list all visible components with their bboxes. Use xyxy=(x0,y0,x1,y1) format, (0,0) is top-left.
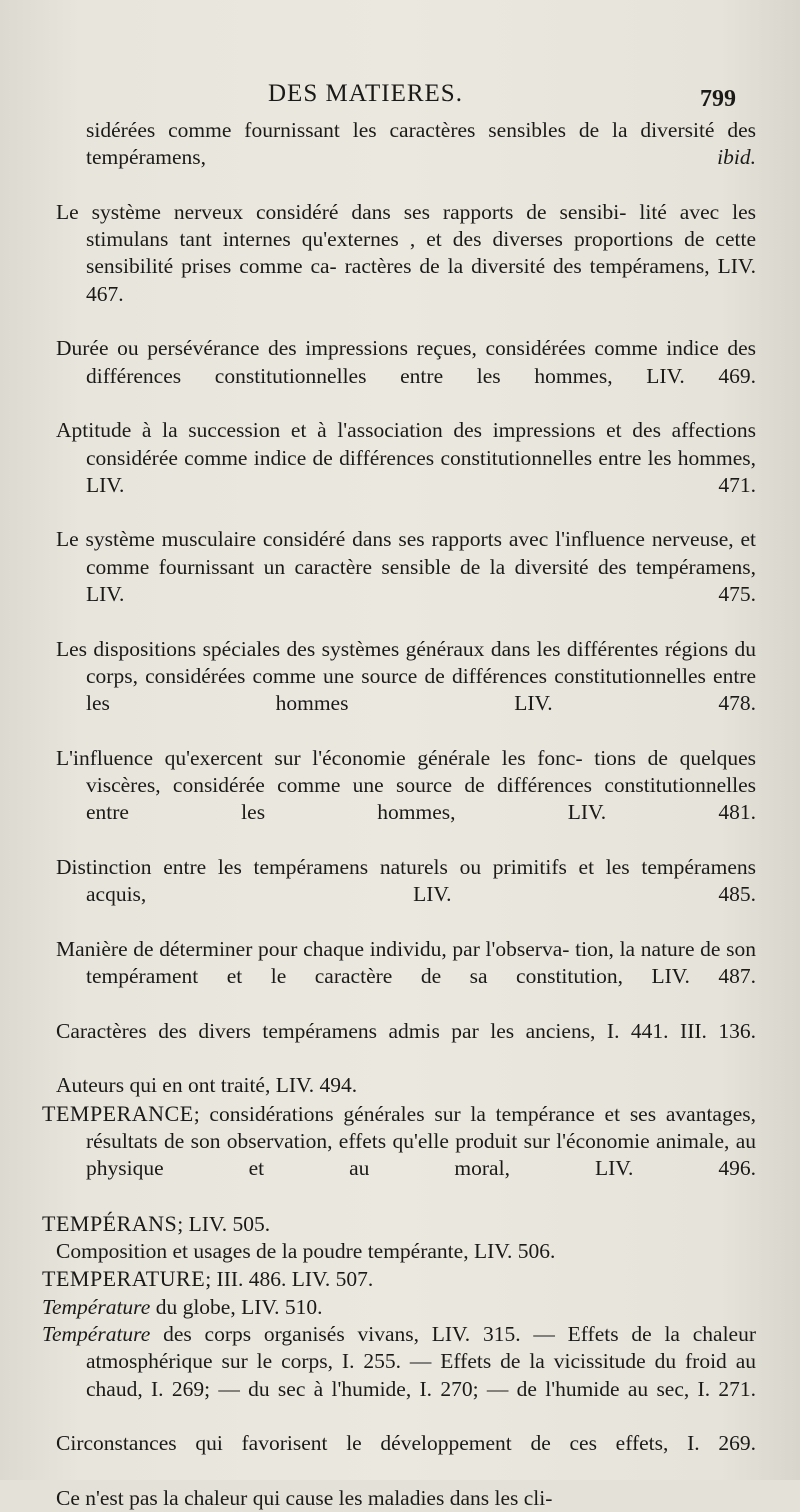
index-entry-systeme-musculaire xyxy=(56,526,756,635)
text-line: Circonstances qui favorisent le développement de ces effets, xyxy=(56,1431,669,1456)
index-entry-aptitude-succession xyxy=(56,417,756,526)
index-entry-influence-visceres xyxy=(56,745,756,854)
text-line: et ses avantages, résultats de son observation, effets qu'elle xyxy=(86,1101,757,1153)
text-line: Les dispositions spéciales des systèmes généraux dans les xyxy=(56,636,561,661)
text-line: Manière de déterminer pour chaque individu, par l'observa- xyxy=(56,936,570,961)
text-line: de différences constitutionnelles entre les hommes, LIV. xyxy=(86,773,756,825)
index-entry-temperans xyxy=(42,1210,756,1238)
index-entry-poudre-temperante xyxy=(56,1238,756,1265)
text-line: de la chaleur atmosphérique sur le corps, I. 255. — Effets xyxy=(86,1322,757,1374)
text-line: Aptitude à la succession et à l'association des impressions xyxy=(56,418,596,443)
index-entry-temperamens-continued xyxy=(56,117,756,199)
text-line: produit sur l'économie animale, au physique et au moral, xyxy=(86,1128,756,1181)
text-line: l'influence nerveuse, et comme fournissant un caractère xyxy=(86,527,756,579)
text-line: hommes, LIV. 469. xyxy=(534,363,756,388)
text-line: diversité des tempéramens, xyxy=(86,118,757,170)
page-number: 799 xyxy=(700,86,736,112)
index-entry-distinction-temperamens xyxy=(56,854,756,936)
index-headword: TEMPERANCE xyxy=(42,1100,194,1126)
text-line: Durée ou persévérance des impressions reçues, considérées xyxy=(56,336,586,361)
text-line: I. 441. III. 136. xyxy=(606,1018,757,1043)
text-line: de la vicissitude du froid au chaud, I. 269; — du sec à xyxy=(86,1349,757,1401)
index-entry-dispositions-speciales xyxy=(56,636,756,745)
text-line: LIV. 478. xyxy=(514,691,756,716)
text-line: Caractères des divers tempéramens admis par les anciens, xyxy=(56,1018,596,1043)
text-line: lité avec les stimulans tant internes qu'externes , et des xyxy=(86,199,757,252)
text-line: Composition et usages de la poudre tempérante, LIV. 506. xyxy=(56,1239,556,1264)
index-subheadword: Température xyxy=(42,1294,151,1319)
text-line: LIV. 496. xyxy=(594,1156,756,1181)
text-line: source de différences constitutionnelles entre les hommes xyxy=(86,663,757,716)
text-line: du globe, LIV. 510. xyxy=(150,1294,323,1319)
text-line: les tempéramens acquis, LIV. 485. xyxy=(86,855,756,907)
text-line: Le système musculaire considéré dans ses rapports avec xyxy=(56,527,549,552)
page-header xyxy=(0,78,800,118)
text-line: comme indice des différences constitutionnelles entre les xyxy=(86,336,756,388)
text-line: 481. xyxy=(718,800,756,825)
running-head: DES MATIERES. xyxy=(268,80,463,107)
index-entry-temperature-globe xyxy=(42,1294,756,1321)
index-entry-chaleur-maladies xyxy=(56,1485,756,1512)
text-line: ; considérations générales sur la tempérance xyxy=(193,1101,595,1126)
index-entry-duree-impressions xyxy=(56,335,756,417)
text-line: Ce n'est pas la chaleur qui cause les maladies dans les cli- xyxy=(56,1485,553,1510)
text-line: Le système nerveux considéré dans ses rapports de sensibi- xyxy=(56,199,627,224)
text-line: tion, la nature de son tempérament et le caractère de xyxy=(86,936,757,989)
text-line: Distinction entre les tempéramens naturels ou primitifs et xyxy=(56,855,595,880)
text-line: ; III. 486. LIV. 507. xyxy=(205,1267,374,1292)
text-line: sa constitution, LIV. 487. xyxy=(469,964,757,989)
index-entry-systeme-nerveux xyxy=(56,199,756,335)
text-line: sidérées comme fournissant les caractères sensibles de la xyxy=(86,118,628,142)
text-line: différentes régions du corps, considérées comme une xyxy=(86,636,756,688)
text-line: tions de quelques viscères, considérée comme une source xyxy=(86,745,756,798)
index-entry-caracteres-anciens xyxy=(56,1018,756,1073)
index-entry-circonstances xyxy=(56,1430,756,1485)
text-line: diverses proportions de cette sensibilité prises comme ca- xyxy=(86,227,757,279)
text-line: I. 269. xyxy=(687,1431,756,1456)
index-headword: TEMPÉRANS xyxy=(42,1210,178,1236)
index-headword: TEMPERATURE xyxy=(42,1266,206,1292)
index-entry-maniere-determiner xyxy=(56,936,756,1018)
text-line: ; LIV. 505. xyxy=(177,1211,271,1236)
text-line: constitutionnelles entre les hommes, LIV. 471. xyxy=(86,445,756,497)
text-line: des corps organisés vivans, LIV. 315. — Effets xyxy=(150,1322,619,1347)
text-line: ractères de la diversité des tempéramens, LIV. 467. xyxy=(86,254,756,306)
index-entry-temperature xyxy=(42,1265,756,1293)
index-entry-temperance xyxy=(42,1100,757,1210)
index-entry-temperature-corps xyxy=(42,1321,757,1430)
index-text xyxy=(42,117,757,1512)
index-entry-auteurs xyxy=(56,1072,756,1099)
text-line: et des affections considérée comme indice de différences xyxy=(86,418,756,470)
text-line: l'humide, I. 270; — de l'humide au sec, I. 271. xyxy=(331,1376,757,1401)
text-line: Auteurs qui en ont traité, LIV. 494. xyxy=(56,1073,358,1098)
text-line-italic: ibid. xyxy=(717,145,756,170)
index-subheadword: Température xyxy=(42,1322,151,1347)
text-line: L'influence qu'exercent sur l'économie générale les fonc- xyxy=(56,745,583,770)
text-line: sensible de la diversité des tempéramens, LIV. 475. xyxy=(86,554,757,607)
